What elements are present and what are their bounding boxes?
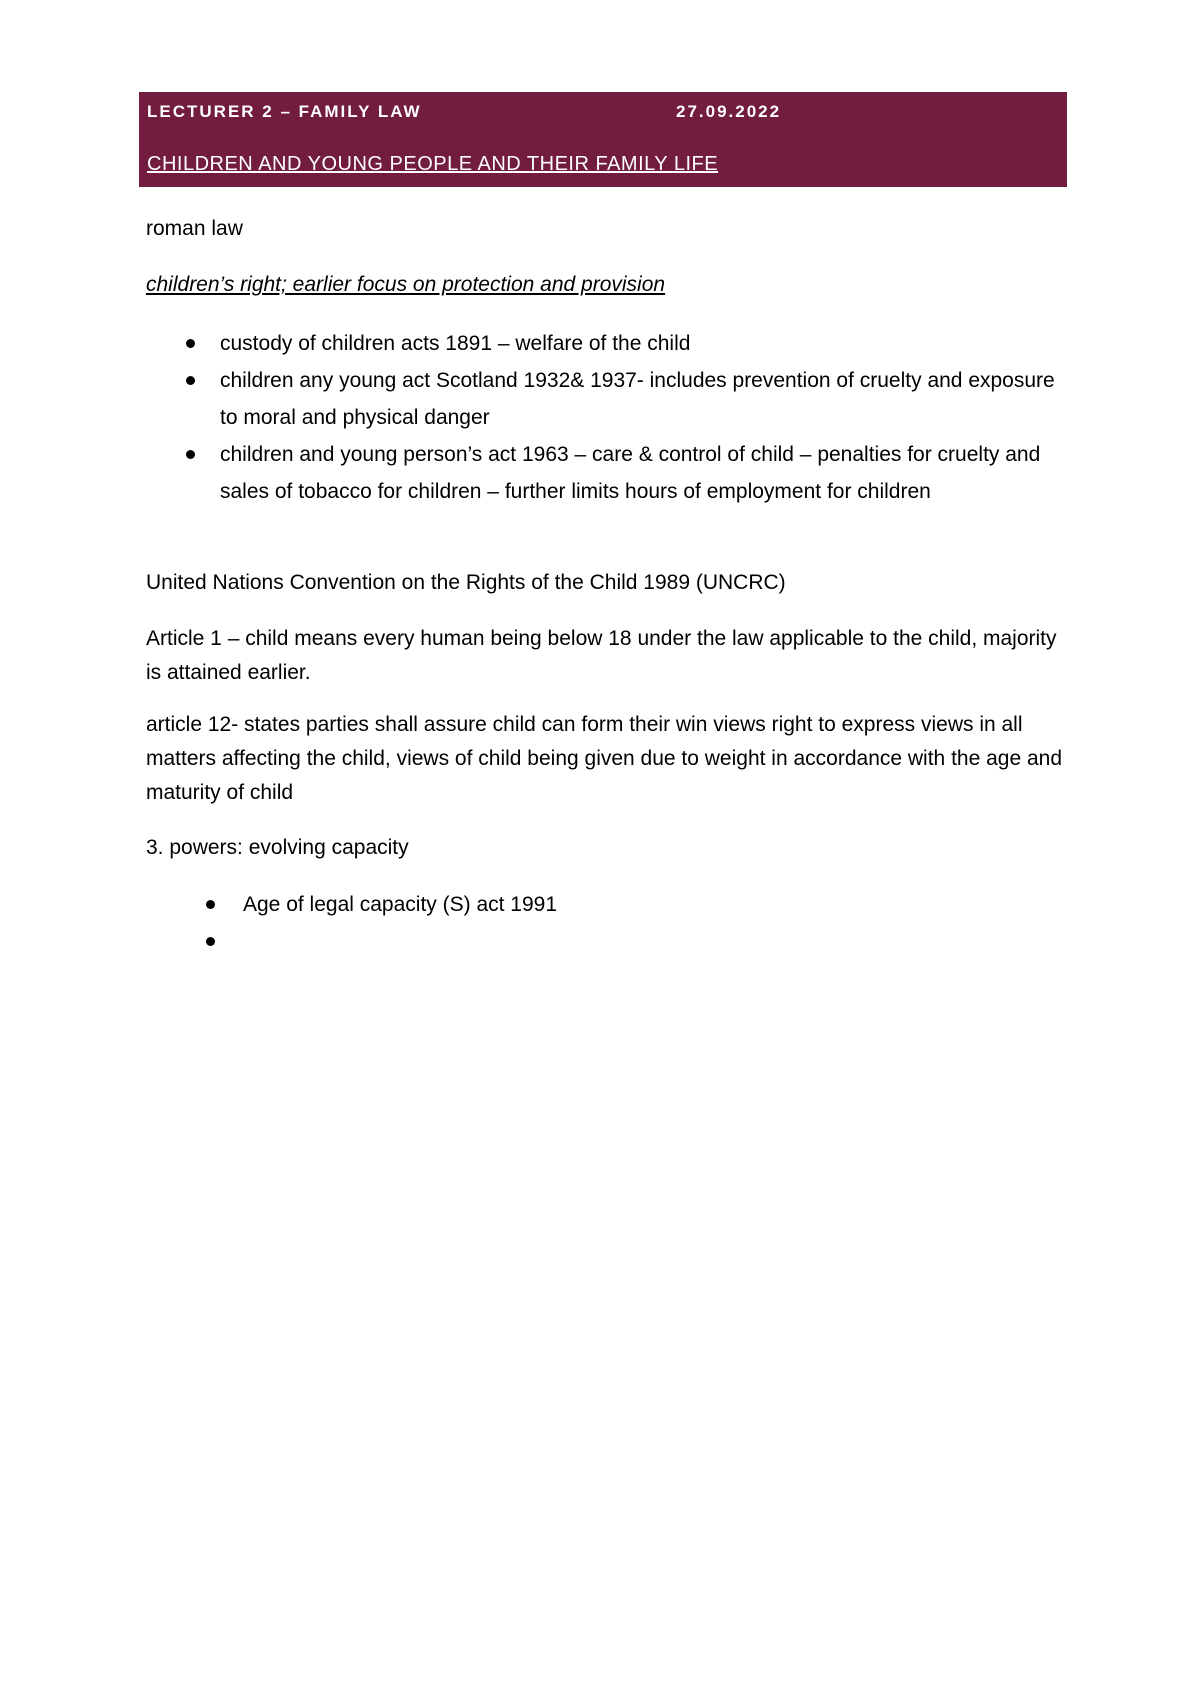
paragraph-article-1: Article 1 – child means every human being below 18 under the law applicable to the child, majority is attained earlier.	[146, 627, 1057, 684]
acts-list	[146, 325, 1066, 510]
bullet-icon	[186, 376, 195, 385]
paragraph-roman-law: roman law	[146, 217, 243, 240]
list-item	[146, 362, 1066, 436]
list-item-text: children and young person’s act 1963 – care & control of child – penalties for cruelty and sales of tobacco for children – further limits hours of employment for children	[220, 443, 1041, 503]
list-item	[146, 436, 1066, 510]
list-item	[146, 923, 1066, 960]
paragraph-uncrc: United Nations Convention on the Rights of the Child 1989 (UNCRC)	[146, 571, 786, 594]
lecture-heading: LECTURER 2 – FAMILY LAW	[147, 102, 422, 121]
header-band	[139, 92, 1067, 187]
paragraph-powers: 3. powers: evolving capacity	[146, 836, 409, 859]
list-item	[146, 886, 1066, 923]
lecture-date: 27.09.2022	[676, 102, 782, 121]
paragraph-childrens-right: children’s right; earlier focus on protection and provision	[146, 273, 666, 296]
bullet-icon	[206, 937, 215, 946]
list-item-text: custody of children acts 1891 – welfare of the child	[220, 332, 691, 355]
bullet-icon	[186, 450, 195, 459]
list-item-text: Age of legal capacity (S) act 1991	[243, 893, 558, 916]
capacity-list	[146, 886, 1066, 960]
paragraph-article-12: article 12- states parties shall assure child can form their win views right to express views in all matters affecting the child, views of child being given due to weight in accordance with the age and maturity of child	[146, 713, 1063, 804]
list-item	[146, 325, 1066, 362]
bullet-icon	[206, 900, 215, 909]
document-title: CHILDREN AND YOUNG PEOPLE AND THEIR FAMILY LIFE	[147, 153, 719, 175]
list-item-text: children any young act Scotland 1932& 1937- includes prevention of cruelty and exposure to moral and physical danger	[220, 369, 1055, 429]
bullet-icon	[186, 339, 195, 348]
